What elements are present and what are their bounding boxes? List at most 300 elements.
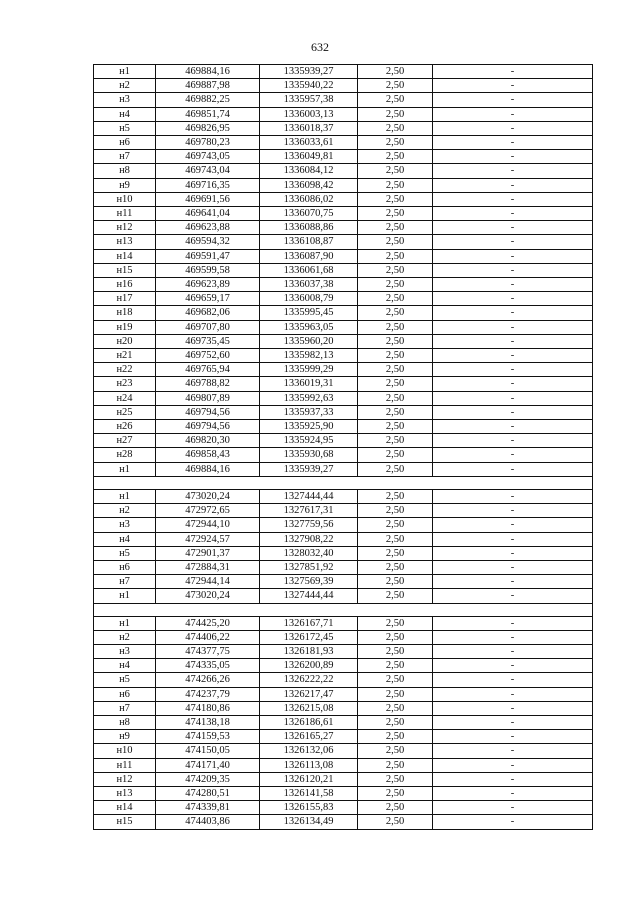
point-name-cell: н3 <box>94 644 156 658</box>
note-cell: - <box>433 263 593 277</box>
y-coordinate-cell: 1336088,86 <box>260 221 358 235</box>
point-name-cell: н13 <box>94 235 156 249</box>
point-name-cell: н1 <box>94 616 156 630</box>
table-row <box>94 278 593 292</box>
x-coordinate-cell: 472944,14 <box>156 575 260 589</box>
x-coordinate-cell: 474335,05 <box>156 659 260 673</box>
point-name-cell: н14 <box>94 801 156 815</box>
note-cell: - <box>433 150 593 164</box>
y-coordinate-cell: 1336049,81 <box>260 150 358 164</box>
error-value-cell: 2,50 <box>358 532 433 546</box>
note-cell: - <box>433 363 593 377</box>
note-cell: - <box>433 349 593 363</box>
x-coordinate-cell: 469707,80 <box>156 320 260 334</box>
error-value-cell: 2,50 <box>358 560 433 574</box>
note-cell: - <box>433 715 593 729</box>
table-row <box>94 405 593 419</box>
note-cell: - <box>433 107 593 121</box>
y-coordinate-cell: 1327617,31 <box>260 504 358 518</box>
error-value-cell: 2,50 <box>358 292 433 306</box>
error-value-cell: 2,50 <box>358 306 433 320</box>
note-cell: - <box>433 815 593 829</box>
note-cell: - <box>433 772 593 786</box>
point-name-cell: н6 <box>94 560 156 574</box>
note-cell: - <box>433 207 593 221</box>
table-row <box>94 489 593 503</box>
error-value-cell: 2,50 <box>358 349 433 363</box>
y-coordinate-cell: 1326172,45 <box>260 630 358 644</box>
x-coordinate-cell: 469794,56 <box>156 405 260 419</box>
x-coordinate-cell: 474171,40 <box>156 758 260 772</box>
note-cell: - <box>433 93 593 107</box>
error-value-cell: 2,50 <box>358 434 433 448</box>
error-value-cell: 2,50 <box>358 730 433 744</box>
point-name-cell: н1 <box>94 489 156 503</box>
error-value-cell: 2,50 <box>358 278 433 292</box>
point-name-cell: н3 <box>94 518 156 532</box>
x-coordinate-cell: 469594,32 <box>156 235 260 249</box>
y-coordinate-cell: 1327444,44 <box>260 489 358 503</box>
y-coordinate-cell: 1326134,49 <box>260 815 358 829</box>
point-name-cell: н24 <box>94 391 156 405</box>
y-coordinate-cell: 1326120,21 <box>260 772 358 786</box>
table-row <box>94 320 593 334</box>
note-cell: - <box>433 504 593 518</box>
point-name-cell: н9 <box>94 178 156 192</box>
x-coordinate-cell: 469780,23 <box>156 136 260 150</box>
table-row <box>94 150 593 164</box>
table-row <box>94 772 593 786</box>
y-coordinate-cell: 1326113,08 <box>260 758 358 772</box>
table-row <box>94 377 593 391</box>
point-name-cell: н15 <box>94 815 156 829</box>
error-value-cell: 2,50 <box>358 504 433 518</box>
error-value-cell: 2,50 <box>358 701 433 715</box>
error-value-cell: 2,50 <box>358 489 433 503</box>
x-coordinate-cell: 474138,18 <box>156 715 260 729</box>
note-cell: - <box>433 221 593 235</box>
x-coordinate-cell: 472924,57 <box>156 532 260 546</box>
y-coordinate-cell: 1335999,29 <box>260 363 358 377</box>
table-row <box>94 575 593 589</box>
error-value-cell: 2,50 <box>358 79 433 93</box>
note-cell: - <box>433 786 593 800</box>
point-name-cell: н2 <box>94 630 156 644</box>
x-coordinate-cell: 469851,74 <box>156 107 260 121</box>
x-coordinate-cell: 469820,30 <box>156 434 260 448</box>
error-value-cell: 2,50 <box>358 630 433 644</box>
y-coordinate-cell: 1336061,68 <box>260 263 358 277</box>
error-value-cell: 2,50 <box>358 801 433 815</box>
y-coordinate-cell: 1327851,92 <box>260 560 358 574</box>
x-coordinate-cell: 469641,04 <box>156 207 260 221</box>
group-separator-cell <box>94 476 593 489</box>
error-value-cell: 2,50 <box>358 687 433 701</box>
error-value-cell: 2,50 <box>358 235 433 249</box>
y-coordinate-cell: 1336086,02 <box>260 192 358 206</box>
y-coordinate-cell: 1336008,79 <box>260 292 358 306</box>
point-name-cell: н4 <box>94 532 156 546</box>
note-cell: - <box>433 434 593 448</box>
x-coordinate-cell: 469884,16 <box>156 65 260 79</box>
table-row <box>94 263 593 277</box>
x-coordinate-cell: 469765,94 <box>156 363 260 377</box>
y-coordinate-cell: 1327759,56 <box>260 518 358 532</box>
table-row <box>94 136 593 150</box>
y-coordinate-cell: 1328032,40 <box>260 546 358 560</box>
error-value-cell: 2,50 <box>358 192 433 206</box>
table-row <box>94 93 593 107</box>
error-value-cell: 2,50 <box>358 448 433 462</box>
table-row <box>94 687 593 701</box>
error-value-cell: 2,50 <box>358 107 433 121</box>
point-name-cell: н12 <box>94 772 156 786</box>
table-row <box>94 546 593 560</box>
y-coordinate-cell: 1326165,27 <box>260 730 358 744</box>
error-value-cell: 2,50 <box>358 786 433 800</box>
note-cell: - <box>433 278 593 292</box>
y-coordinate-cell: 1326181,93 <box>260 644 358 658</box>
y-coordinate-cell: 1326222,22 <box>260 673 358 687</box>
y-coordinate-cell: 1327908,22 <box>260 532 358 546</box>
x-coordinate-cell: 472901,37 <box>156 546 260 560</box>
point-name-cell: н10 <box>94 192 156 206</box>
table-row <box>94 192 593 206</box>
x-coordinate-cell: 473020,24 <box>156 489 260 503</box>
table-row <box>94 235 593 249</box>
y-coordinate-cell: 1335939,27 <box>260 65 358 79</box>
table-row <box>94 659 593 673</box>
error-value-cell: 2,50 <box>358 420 433 434</box>
table-row <box>94 560 593 574</box>
y-coordinate-cell: 1335937,33 <box>260 405 358 419</box>
y-coordinate-cell: 1335963,05 <box>260 320 358 334</box>
y-coordinate-cell: 1335925,90 <box>260 420 358 434</box>
error-value-cell: 2,50 <box>358 715 433 729</box>
error-value-cell: 2,50 <box>358 659 433 673</box>
note-cell: - <box>433 687 593 701</box>
error-value-cell: 2,50 <box>358 462 433 476</box>
x-coordinate-cell: 474209,35 <box>156 772 260 786</box>
y-coordinate-cell: 1335960,20 <box>260 334 358 348</box>
y-coordinate-cell: 1335957,38 <box>260 93 358 107</box>
point-name-cell: н11 <box>94 758 156 772</box>
y-coordinate-cell: 1335940,22 <box>260 79 358 93</box>
point-name-cell: н6 <box>94 136 156 150</box>
point-name-cell: н14 <box>94 249 156 263</box>
error-value-cell: 2,50 <box>358 546 433 560</box>
note-cell: - <box>433 79 593 93</box>
note-cell: - <box>433 801 593 815</box>
note-cell: - <box>433 630 593 644</box>
point-name-cell: н2 <box>94 504 156 518</box>
y-coordinate-cell: 1326155,83 <box>260 801 358 815</box>
point-name-cell: н10 <box>94 744 156 758</box>
note-cell: - <box>433 405 593 419</box>
error-value-cell: 2,50 <box>358 136 433 150</box>
table-row <box>94 363 593 377</box>
x-coordinate-cell: 474159,53 <box>156 730 260 744</box>
y-coordinate-cell: 1326217,47 <box>260 687 358 701</box>
point-name-cell: н19 <box>94 320 156 334</box>
error-value-cell: 2,50 <box>358 377 433 391</box>
note-cell: - <box>433 377 593 391</box>
table-row <box>94 701 593 715</box>
point-name-cell: н7 <box>94 150 156 164</box>
x-coordinate-cell: 474180,86 <box>156 701 260 715</box>
error-value-cell: 2,50 <box>358 405 433 419</box>
point-name-cell: н1 <box>94 462 156 476</box>
table-row <box>94 815 593 829</box>
error-value-cell: 2,50 <box>358 815 433 829</box>
point-name-cell: н6 <box>94 687 156 701</box>
error-value-cell: 2,50 <box>358 207 433 221</box>
x-coordinate-cell: 469882,25 <box>156 93 260 107</box>
table-row <box>94 221 593 235</box>
x-coordinate-cell: 469794,56 <box>156 420 260 434</box>
table-row <box>94 518 593 532</box>
point-name-cell: н3 <box>94 93 156 107</box>
table-row <box>94 730 593 744</box>
table-row <box>94 758 593 772</box>
x-coordinate-cell: 469887,98 <box>156 79 260 93</box>
table-row <box>94 249 593 263</box>
y-coordinate-cell: 1336108,87 <box>260 235 358 249</box>
y-coordinate-cell: 1336033,61 <box>260 136 358 150</box>
note-cell: - <box>433 235 593 249</box>
table-row <box>94 644 593 658</box>
note-cell: - <box>433 616 593 630</box>
x-coordinate-cell: 473020,24 <box>156 589 260 603</box>
x-coordinate-cell: 469884,16 <box>156 462 260 476</box>
x-coordinate-cell: 472972,65 <box>156 504 260 518</box>
point-name-cell: н22 <box>94 363 156 377</box>
group-separator-row <box>94 603 593 616</box>
error-value-cell: 2,50 <box>358 93 433 107</box>
x-coordinate-cell: 474403,86 <box>156 815 260 829</box>
point-name-cell: н7 <box>94 575 156 589</box>
table-row <box>94 673 593 687</box>
error-value-cell: 2,50 <box>358 644 433 658</box>
note-cell: - <box>433 391 593 405</box>
point-name-cell: н27 <box>94 434 156 448</box>
x-coordinate-cell: 474266,26 <box>156 673 260 687</box>
y-coordinate-cell: 1326200,89 <box>260 659 358 673</box>
note-cell: - <box>433 758 593 772</box>
y-coordinate-cell: 1335982,13 <box>260 349 358 363</box>
note-cell: - <box>433 462 593 476</box>
point-name-cell: н8 <box>94 715 156 729</box>
table-row <box>94 164 593 178</box>
note-cell: - <box>433 659 593 673</box>
point-name-cell: н8 <box>94 164 156 178</box>
error-value-cell: 2,50 <box>358 249 433 263</box>
x-coordinate-cell: 469858,43 <box>156 448 260 462</box>
x-coordinate-cell: 469735,45 <box>156 334 260 348</box>
error-value-cell: 2,50 <box>358 150 433 164</box>
x-coordinate-cell: 469826,95 <box>156 121 260 135</box>
error-value-cell: 2,50 <box>358 518 433 532</box>
x-coordinate-cell: 474406,22 <box>156 630 260 644</box>
y-coordinate-cell: 1335930,68 <box>260 448 358 462</box>
x-coordinate-cell: 474377,75 <box>156 644 260 658</box>
error-value-cell: 2,50 <box>358 673 433 687</box>
table-row <box>94 715 593 729</box>
y-coordinate-cell: 1335924,95 <box>260 434 358 448</box>
note-cell: - <box>433 644 593 658</box>
y-coordinate-cell: 1327444,44 <box>260 589 358 603</box>
x-coordinate-cell: 474425,20 <box>156 616 260 630</box>
table-row <box>94 178 593 192</box>
table-row <box>94 121 593 135</box>
point-name-cell: н4 <box>94 659 156 673</box>
page-number: 632 <box>311 40 329 54</box>
x-coordinate-cell: 472884,31 <box>156 560 260 574</box>
point-name-cell: н2 <box>94 79 156 93</box>
error-value-cell: 2,50 <box>358 391 433 405</box>
y-coordinate-cell: 1336003,13 <box>260 107 358 121</box>
point-name-cell: н25 <box>94 405 156 419</box>
x-coordinate-cell: 474237,79 <box>156 687 260 701</box>
x-coordinate-cell: 469752,60 <box>156 349 260 363</box>
x-coordinate-cell: 469807,89 <box>156 391 260 405</box>
note-cell: - <box>433 249 593 263</box>
error-value-cell: 2,50 <box>358 121 433 135</box>
x-coordinate-cell: 474339,81 <box>156 801 260 815</box>
note-cell: - <box>433 420 593 434</box>
table-row <box>94 801 593 815</box>
y-coordinate-cell: 1326215,08 <box>260 701 358 715</box>
table-row <box>94 462 593 476</box>
point-name-cell: н5 <box>94 121 156 135</box>
point-name-cell: н18 <box>94 306 156 320</box>
table-row <box>94 786 593 800</box>
x-coordinate-cell: 469659,17 <box>156 292 260 306</box>
table-row <box>94 207 593 221</box>
y-coordinate-cell: 1336070,75 <box>260 207 358 221</box>
point-name-cell: н7 <box>94 701 156 715</box>
point-name-cell: н20 <box>94 334 156 348</box>
note-cell: - <box>433 730 593 744</box>
x-coordinate-cell: 474280,51 <box>156 786 260 800</box>
note-cell: - <box>433 334 593 348</box>
table-row <box>94 532 593 546</box>
point-name-cell: н4 <box>94 107 156 121</box>
table-row <box>94 65 593 79</box>
x-coordinate-cell: 469716,35 <box>156 178 260 192</box>
y-coordinate-cell: 1326186,61 <box>260 715 358 729</box>
y-coordinate-cell: 1336018,37 <box>260 121 358 135</box>
note-cell: - <box>433 192 593 206</box>
y-coordinate-cell: 1336087,90 <box>260 249 358 263</box>
x-coordinate-cell: 469743,05 <box>156 150 260 164</box>
point-name-cell: н17 <box>94 292 156 306</box>
table-row <box>94 79 593 93</box>
y-coordinate-cell: 1335992,63 <box>260 391 358 405</box>
table-row <box>94 616 593 630</box>
point-name-cell: н5 <box>94 546 156 560</box>
table-row <box>94 306 593 320</box>
y-coordinate-cell: 1326132,06 <box>260 744 358 758</box>
table-row <box>94 391 593 405</box>
note-cell: - <box>433 448 593 462</box>
note-cell: - <box>433 532 593 546</box>
x-coordinate-cell: 469743,04 <box>156 164 260 178</box>
error-value-cell: 2,50 <box>358 575 433 589</box>
error-value-cell: 2,50 <box>358 363 433 377</box>
note-cell: - <box>433 575 593 589</box>
note-cell: - <box>433 164 593 178</box>
note-cell: - <box>433 306 593 320</box>
note-cell: - <box>433 65 593 79</box>
note-cell: - <box>433 744 593 758</box>
y-coordinate-cell: 1326141,58 <box>260 786 358 800</box>
note-cell: - <box>433 292 593 306</box>
point-name-cell: н12 <box>94 221 156 235</box>
error-value-cell: 2,50 <box>358 744 433 758</box>
x-coordinate-cell: 469599,58 <box>156 263 260 277</box>
table-row <box>94 589 593 603</box>
error-value-cell: 2,50 <box>358 221 433 235</box>
error-value-cell: 2,50 <box>358 772 433 786</box>
y-coordinate-cell: 1336084,12 <box>260 164 358 178</box>
point-name-cell: н28 <box>94 448 156 462</box>
x-coordinate-cell: 469623,88 <box>156 221 260 235</box>
x-coordinate-cell: 469788,82 <box>156 377 260 391</box>
note-cell: - <box>433 489 593 503</box>
table-row <box>94 420 593 434</box>
note-cell: - <box>433 178 593 192</box>
error-value-cell: 2,50 <box>358 320 433 334</box>
y-coordinate-cell: 1335939,27 <box>260 462 358 476</box>
error-value-cell: 2,50 <box>358 334 433 348</box>
table-row <box>94 349 593 363</box>
y-coordinate-cell: 1335995,45 <box>260 306 358 320</box>
x-coordinate-cell: 472944,10 <box>156 518 260 532</box>
x-coordinate-cell: 469623,89 <box>156 278 260 292</box>
table-row <box>94 434 593 448</box>
y-coordinate-cell: 1336019,31 <box>260 377 358 391</box>
error-value-cell: 2,50 <box>358 589 433 603</box>
table-row <box>94 630 593 644</box>
point-name-cell: н23 <box>94 377 156 391</box>
table-row <box>94 107 593 121</box>
table-row <box>94 292 593 306</box>
note-cell: - <box>433 320 593 334</box>
error-value-cell: 2,50 <box>358 164 433 178</box>
table-row <box>94 448 593 462</box>
x-coordinate-cell: 469691,56 <box>156 192 260 206</box>
coordinates-table-body <box>94 65 593 830</box>
error-value-cell: 2,50 <box>358 178 433 192</box>
note-cell: - <box>433 589 593 603</box>
table-row <box>94 504 593 518</box>
coordinates-table <box>93 64 593 830</box>
point-name-cell: н16 <box>94 278 156 292</box>
point-name-cell: н1 <box>94 65 156 79</box>
point-name-cell: н11 <box>94 207 156 221</box>
group-separator-cell <box>94 603 593 616</box>
x-coordinate-cell: 469682,06 <box>156 306 260 320</box>
note-cell: - <box>433 518 593 532</box>
note-cell: - <box>433 673 593 687</box>
error-value-cell: 2,50 <box>358 616 433 630</box>
group-separator-row <box>94 476 593 489</box>
point-name-cell: н21 <box>94 349 156 363</box>
error-value-cell: 2,50 <box>358 758 433 772</box>
error-value-cell: 2,50 <box>358 263 433 277</box>
x-coordinate-cell: 469591,47 <box>156 249 260 263</box>
